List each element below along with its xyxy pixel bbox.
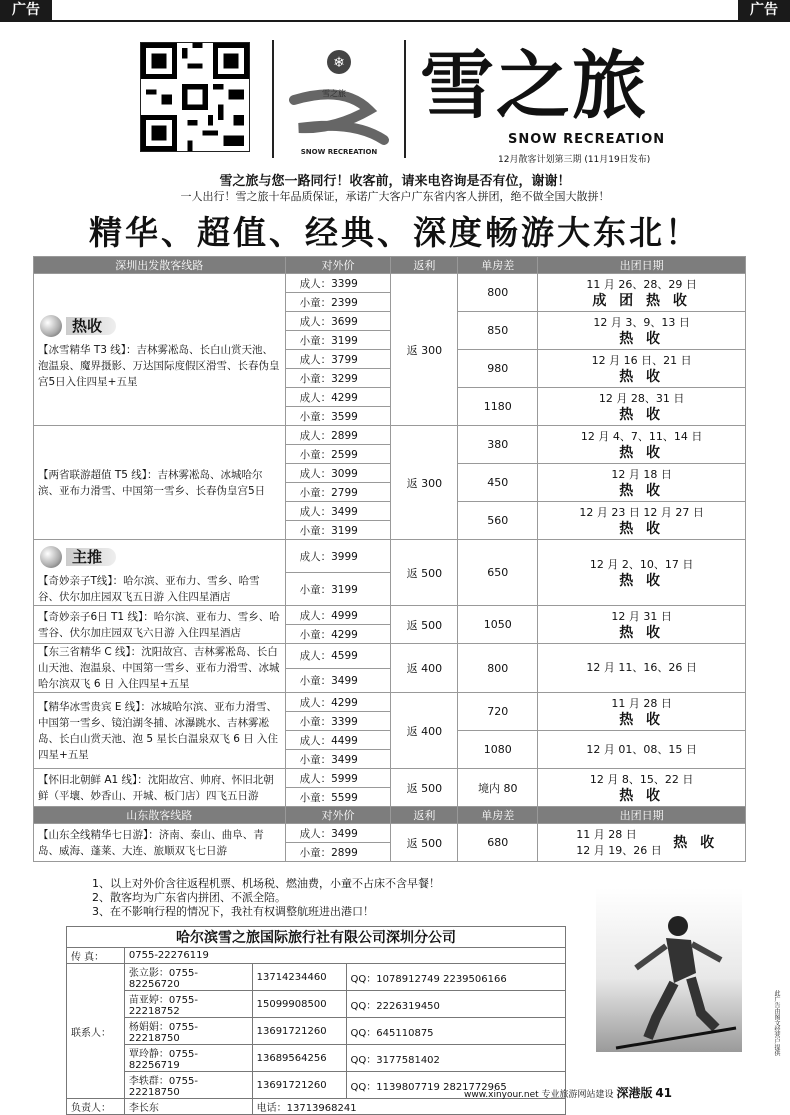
note-item: 2、散客均为广东省内拼团、不派全陪。 (92, 891, 286, 904)
ad-tag-left: 广告 (0, 0, 52, 20)
table-header-row (34, 807, 746, 824)
child-price: 小童：3299 (285, 369, 391, 388)
qr-code[interactable] (140, 42, 250, 152)
rebate: 返 500 (391, 824, 458, 862)
top-rule (0, 20, 790, 22)
contact-row (67, 1045, 566, 1072)
route-text: 【冰雪精华 T3 线】：吉林雾凇岛、长白山赏天池、泡温泉、魔界摄影、万达国际度假区滑雪、长春伪皇宫5日入住四星+五星 (38, 344, 280, 388)
date-text: 12 月 11、16、26 日 (586, 661, 697, 674)
single-room-diff: 850 (458, 312, 538, 350)
date-text: 12 月 28、31 日 (598, 391, 685, 405)
departure-dates (538, 769, 746, 807)
hot-mark: 热 收 (619, 572, 665, 589)
ball-icon (40, 546, 62, 568)
table-header-row (34, 257, 746, 274)
child-price: 小童：2799 (285, 483, 391, 502)
route-description: 【东三省精华 C 线】：沈阳故宫、吉林雾凇岛、长白山天池、泡温泉、中国第一雪乡、亚布力滑雪、冰城哈尔滨双飞 6 日 入住四星+五星 (34, 644, 286, 693)
route-description (34, 540, 286, 606)
adult-price: 成人：4299 (285, 388, 391, 407)
ball-icon (40, 315, 62, 337)
contact-row (67, 964, 566, 991)
notes (92, 877, 440, 919)
brand-logo (272, 40, 406, 158)
contact-name-phone: 杨娟娟：0755-22218750 (124, 1018, 252, 1045)
page-number: 41 (655, 1086, 673, 1100)
departure-dates (538, 540, 746, 606)
rebate: 返 300 (391, 274, 458, 426)
departure-dates (538, 606, 746, 644)
date-text: 12 月 4、7、11、14 日 (580, 429, 703, 443)
date-text: 12 月 2、10、17 日 (589, 557, 694, 571)
svg-text:❄: ❄ (333, 55, 345, 71)
table-row (34, 540, 746, 573)
tagline-primary: 雪之旅与您一路同行！收客前，请来电咨询是否有位，谢谢！ (219, 174, 571, 189)
headline: 精华、超值、经典、深度畅游大东北！ (89, 213, 701, 252)
date-text: 12 月 23 日 12 月 27 日 (579, 505, 704, 519)
adult-price: 成人：4599 (285, 644, 391, 669)
hot-mark: 热 收 (619, 711, 665, 728)
table-row (34, 693, 746, 712)
table-row (34, 824, 746, 843)
logo-text: SNOW RECREATION (300, 148, 378, 156)
header-dates: 出团日期 (538, 257, 746, 274)
single-room-diff: 800 (458, 644, 538, 693)
departure-dates (538, 312, 746, 350)
contact-name-phone: 张立影：0755-82256720 (124, 964, 252, 991)
departure-dates (538, 274, 746, 312)
child-price: 小童：3499 (285, 750, 391, 769)
contact-mobile: 15099908500 (252, 991, 346, 1018)
table-row (34, 606, 746, 625)
date-text: 12 月 8、15、22 日 (589, 772, 694, 786)
single-room-diff: 1080 (458, 731, 538, 769)
manager-phone: 电话：13713968241 (252, 1099, 565, 1115)
single-room-diff: 450 (458, 464, 538, 502)
contact-name-phone: 覃玲静：0755-82256719 (124, 1045, 252, 1072)
contact-qq: QQ：1078912749 2239506166 (346, 964, 565, 991)
single-room-diff: 650 (458, 540, 538, 606)
hot-mark: 热 收 (619, 368, 665, 385)
single-room-diff: 980 (458, 350, 538, 388)
brand-name: 雪之旅 (420, 43, 648, 129)
adult-price: 成人：3699 (285, 312, 391, 331)
badge-label: 主推 (66, 548, 116, 566)
date-text: 12 月 18 日 (611, 467, 672, 481)
adult-price: 成人：2899 (285, 426, 391, 445)
rebate: 返 500 (391, 769, 458, 807)
adult-price: 成人：3799 (285, 350, 391, 369)
badge (40, 546, 116, 568)
date-text: 12 月 16 日、21 日 (591, 353, 692, 367)
contact-mobile: 13691721260 (252, 1072, 346, 1099)
route-description: 【怀旧北朝鲜 A1 线】：沈阳故宫、帅府、怀旧北朝鲜（平壤、妙香山、开城、板门店）四飞五日游 (34, 769, 286, 807)
table-row (34, 274, 746, 293)
adult-price: 成人：4999 (285, 606, 391, 625)
adult-price: 成人：3499 (285, 824, 391, 843)
date-text: 12 月 19、26 日 (576, 843, 662, 857)
footer-site: www.xinyour.net 专业旅游网站建设 (464, 1090, 614, 1100)
departure-dates (538, 644, 746, 693)
note-item: 3、在不影响行程的情况下，我社有权调整航班进出港口！ (92, 905, 374, 918)
manager-label: 负责人： (67, 1099, 125, 1115)
hot-mark: 热 收 (619, 624, 665, 641)
header-dates: 出团日期 (538, 807, 746, 824)
sidebar-note: 此广告由图文经营户提供 (773, 990, 780, 1056)
table-row (34, 426, 746, 445)
contact-mobile: 13714234460 (252, 964, 346, 991)
hot-mark: 热 收 (619, 330, 665, 347)
contact-row (67, 1018, 566, 1045)
single-room-diff: 1050 (458, 606, 538, 644)
date-text: 12 月 31 日 (611, 609, 672, 623)
departure-dates (538, 388, 746, 426)
route-table (33, 256, 746, 862)
note-item: 1、以上对外价含往返程机票、机场税、燃油费，小童不占床不含早餐！ (92, 877, 440, 890)
child-price: 小童：3499 (285, 668, 391, 693)
adult-price: 成人：4499 (285, 731, 391, 750)
adult-price: 成人：3399 (285, 274, 391, 293)
contact-name-phone: 苗亚婷：0755-22218752 (124, 991, 252, 1018)
single-room-diff: 境内 80 (458, 769, 538, 807)
child-price: 小童：3399 (285, 712, 391, 731)
route-description: 【奇妙亲子6日 T1 线】：哈尔滨、亚布力、雪乡、哈雪谷、伏尔加庄园双飞六日游 入住四星酒店 (34, 606, 286, 644)
child-price: 小童：2399 (285, 293, 391, 312)
table-row (34, 644, 746, 669)
child-price: 小童：2899 (285, 843, 391, 862)
brand-name-en: SNOW RECREATION (508, 132, 666, 147)
hot-mark: 成 团 热 收 (592, 292, 691, 309)
departure-dates (538, 502, 746, 540)
single-room-diff: 1180 (458, 388, 538, 426)
departure-dates (538, 350, 746, 388)
adult-price: 成人：3499 (285, 502, 391, 521)
plan-issue: 12月散客计划第三期 (11月19日发布) (498, 155, 651, 165)
rebate: 返 500 (391, 540, 458, 606)
adult-price: 成人：3999 (285, 540, 391, 573)
header-rebate: 返利 (391, 807, 458, 824)
child-price: 小童：2599 (285, 445, 391, 464)
rebate: 返 400 (391, 644, 458, 693)
hot-mark: 热 收 (619, 444, 665, 461)
ad-tag-right: 广告 (738, 0, 790, 20)
date-text: 12 月 01、08、15 日 (586, 742, 697, 756)
manager-name: 李长东 (124, 1099, 252, 1115)
route-description: 【两省联游超值 T5 线】：吉林雾凇岛、冰城哈尔滨、亚布力滑雪、中国第一雪乡、长春伪皇宫5日 (34, 426, 286, 540)
child-price: 小童：3199 (285, 521, 391, 540)
hot-mark: 热 收 (619, 482, 665, 499)
contact-qq: QQ：645110875 (346, 1018, 565, 1045)
single-room-diff: 800 (458, 274, 538, 312)
header-route: 深圳出发散客线路 (34, 257, 286, 274)
departure-dates (538, 731, 746, 769)
date-text: 11 月 28 日 (611, 696, 672, 710)
child-price: 小童：3199 (285, 331, 391, 350)
skier-photo (596, 888, 742, 1052)
badge (40, 315, 116, 337)
fax-label: 传 真： (67, 948, 125, 964)
header-price: 对外价 (285, 257, 391, 274)
adult-price: 成人：3099 (285, 464, 391, 483)
fax-number: 0755-22276119 (124, 948, 565, 964)
logo-chars: 雪之旅 (322, 89, 346, 98)
tagline-secondary: 一人出行！雪之旅十年品质保证，承诺广大客户广东省内客人拼团，绝不做全国大散拼！ (180, 190, 610, 203)
route-description: 【精华冰雪贵宾 E 线】：冰城哈尔滨、亚布力滑雪、中国第一雪乡、镜泊湖冬捕、冰瀑跳水、吉林雾凇岛、长白山赏天池、泡 5 星长白温泉双飞 6 日 入住四星+五星 (34, 693, 286, 769)
table-row (34, 769, 746, 788)
date-text: 12 月 3、9、13 日 (593, 315, 690, 329)
route-text: 【奇妙亲子T线】：哈尔滨、亚布力、雪乡、哈雪谷、伏尔加庄园双飞五日游 入住四星酒店 (38, 575, 260, 603)
adult-price: 成人：4299 (285, 693, 391, 712)
single-room-diff: 560 (458, 502, 538, 540)
route-description (34, 274, 286, 426)
single-room-diff: 380 (458, 426, 538, 464)
date-text: 11 月 26、28、29 日 (586, 277, 697, 291)
header-route: 山东散客线路 (34, 807, 286, 824)
contact-qq: QQ：2226319450 (346, 991, 565, 1018)
hot-mark: 热 收 (619, 520, 665, 537)
page-footer (464, 1084, 672, 1101)
hot-mark: 热 收 (673, 834, 719, 851)
header-diff: 单房差 (458, 257, 538, 274)
child-price: 小童：3199 (285, 573, 391, 606)
departure-dates (538, 824, 746, 862)
route-description: 【山东全线精华七日游】：济南、泰山、曲阜、青岛、威海、蓬莱、大连、旅顺双飞七日游 (34, 824, 286, 862)
badge-label: 热收 (66, 317, 116, 335)
contact-mobile: 13689564256 (252, 1045, 346, 1072)
date-text: 11 月 28 日 (576, 827, 637, 841)
contact-qq: QQ：1139807719 2821772965 (346, 1072, 565, 1099)
header-rebate: 返利 (391, 257, 458, 274)
hot-mark: 热 收 (619, 406, 665, 423)
header-diff: 单房差 (458, 807, 538, 824)
contact-name-phone: 李轶群：0755-22218750 (124, 1072, 252, 1099)
contact-label: 联系人： (67, 964, 125, 1099)
child-price: 小童：5599 (285, 788, 391, 807)
rebate: 返 300 (391, 426, 458, 540)
footer-edition: 深港版 (616, 1086, 653, 1100)
departure-dates (538, 693, 746, 731)
departure-dates (538, 426, 746, 464)
child-price: 小童：3599 (285, 407, 391, 426)
contact-mobile: 13691721260 (252, 1018, 346, 1045)
departure-dates (538, 464, 746, 502)
single-room-diff: 720 (458, 693, 538, 731)
header-price: 对外价 (285, 807, 391, 824)
contact-qq: QQ：3177581402 (346, 1045, 565, 1072)
single-room-diff: 680 (458, 824, 538, 862)
contact-row (67, 991, 566, 1018)
company-name: 哈尔滨雪之旅国际旅行社有限公司深圳分公司 (67, 927, 566, 948)
rebate: 返 500 (391, 606, 458, 644)
child-price: 小童：4299 (285, 625, 391, 644)
rebate: 返 400 (391, 693, 458, 769)
adult-price: 成人：5999 (285, 769, 391, 788)
hot-mark: 热 收 (619, 787, 665, 804)
